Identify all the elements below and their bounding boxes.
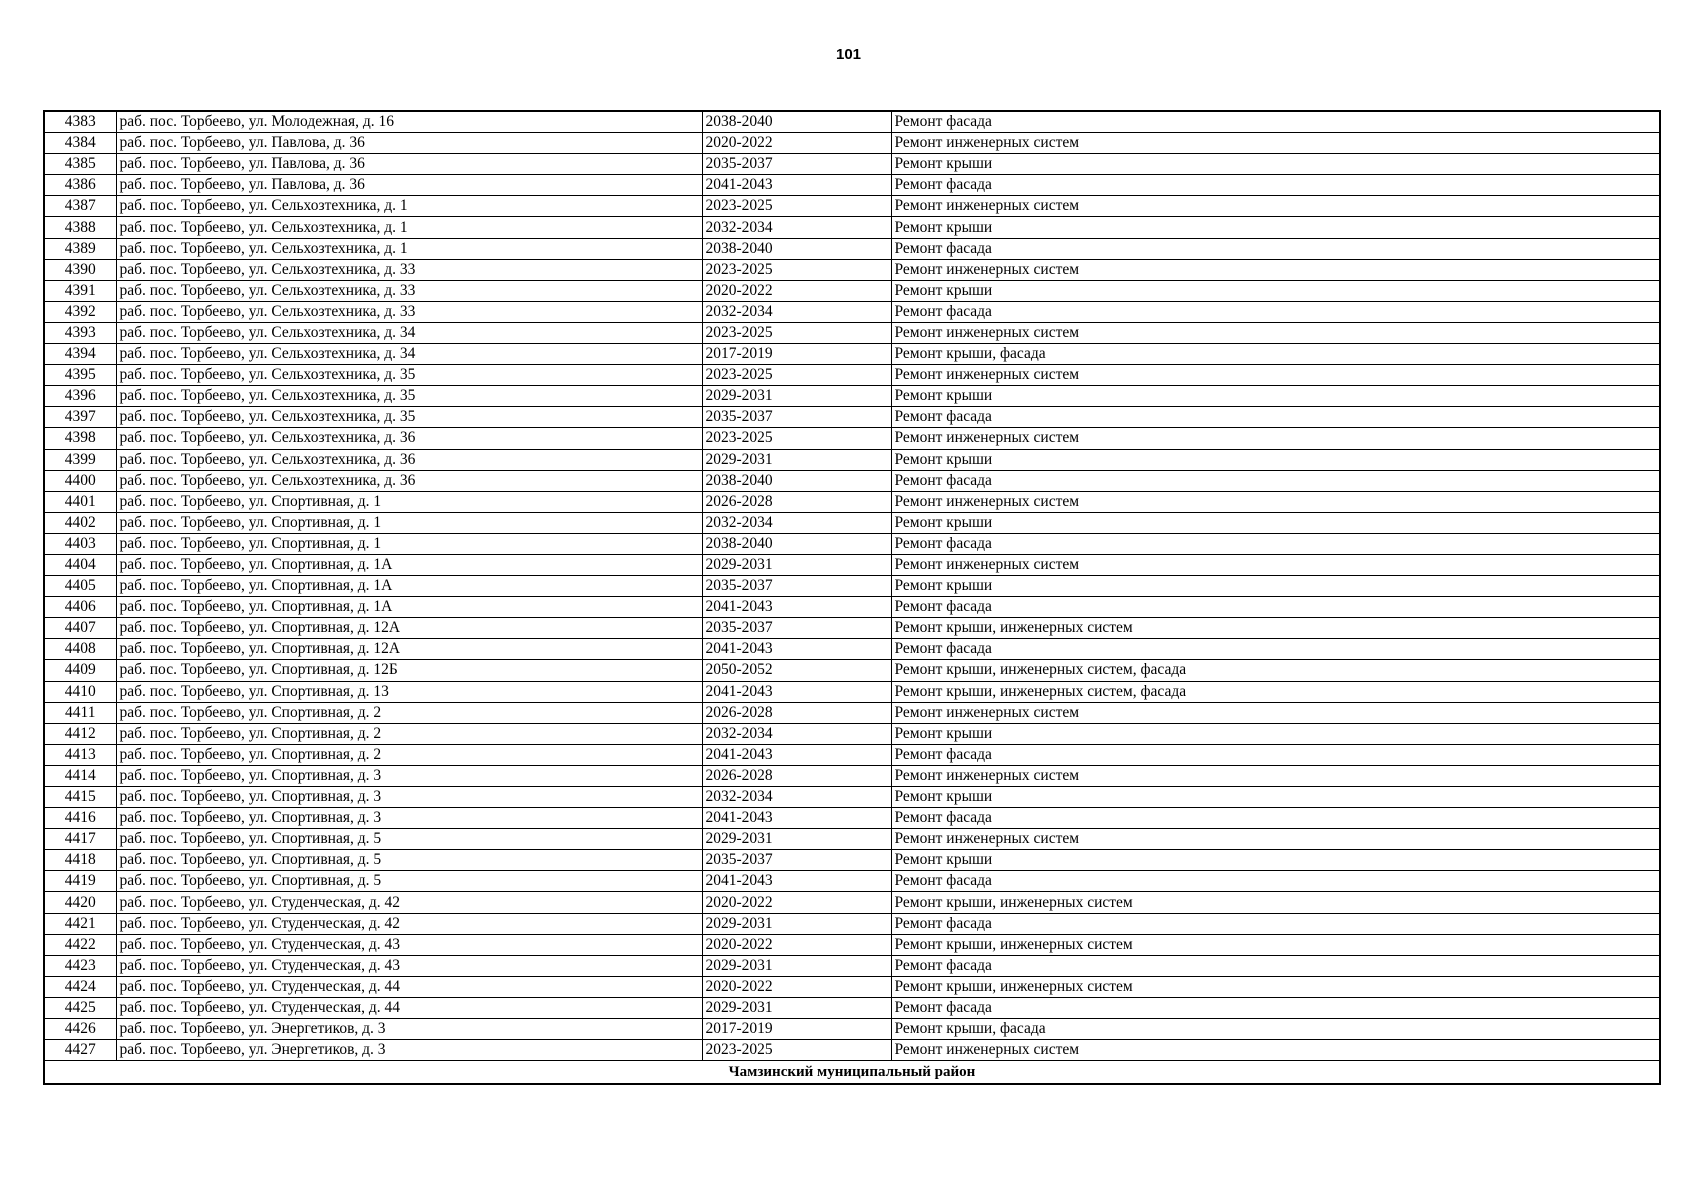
- row-work-type: Ремонт фасада: [891, 639, 1660, 660]
- table-row: [44, 111, 1660, 133]
- row-period: 2020-2022: [702, 976, 891, 997]
- row-period: 2029-2031: [702, 829, 891, 850]
- row-work-type: Ремонт инженерных систем: [891, 322, 1660, 343]
- row-work-type: Ремонт крыши: [891, 449, 1660, 470]
- row-work-type: Ремонт крыши, фасада: [891, 1019, 1660, 1040]
- row-number: 4408: [44, 639, 116, 660]
- row-address: раб. пос. Торбеево, ул. Павлова, д. 36: [116, 175, 702, 196]
- row-work-type: Ремонт фасада: [891, 871, 1660, 892]
- table-row: [44, 554, 1660, 575]
- table-row: [44, 765, 1660, 786]
- row-period: 2020-2022: [702, 934, 891, 955]
- row-address: раб. пос. Торбеево, ул. Сельхозтехника, д. 36: [116, 470, 702, 491]
- row-period: 2029-2031: [702, 913, 891, 934]
- row-number: 4383: [44, 111, 116, 133]
- row-address: раб. пос. Торбеево, ул. Спортивная, д. 3: [116, 787, 702, 808]
- table-row: [44, 976, 1660, 997]
- row-number: 4402: [44, 512, 116, 533]
- row-number: 4393: [44, 322, 116, 343]
- row-number: 4418: [44, 850, 116, 871]
- row-work-type: Ремонт инженерных систем: [891, 1040, 1660, 1061]
- row-address: раб. пос. Торбеево, ул. Студенческая, д. 44: [116, 976, 702, 997]
- row-work-type: Ремонт крыши, инженерных систем: [891, 934, 1660, 955]
- row-work-type: Ремонт фасада: [891, 301, 1660, 322]
- table-row: [44, 133, 1660, 154]
- row-address: раб. пос. Торбеево, ул. Спортивная, д. 12А: [116, 639, 702, 660]
- table-row: [44, 217, 1660, 238]
- row-work-type: Ремонт крыши: [891, 217, 1660, 238]
- row-period: 2032-2034: [702, 787, 891, 808]
- table-row: [44, 934, 1660, 955]
- table-row: [44, 280, 1660, 301]
- row-work-type: Ремонт инженерных систем: [891, 765, 1660, 786]
- row-period: 2020-2022: [702, 892, 891, 913]
- row-work-type: Ремонт фасада: [891, 407, 1660, 428]
- row-address: раб. пос. Торбеево, ул. Спортивная, д. 5: [116, 829, 702, 850]
- row-period: 2020-2022: [702, 280, 891, 301]
- row-work-type: Ремонт фасада: [891, 744, 1660, 765]
- table-row: [44, 892, 1660, 913]
- row-period: 2041-2043: [702, 175, 891, 196]
- row-work-type: Ремонт фасада: [891, 808, 1660, 829]
- row-number: 4426: [44, 1019, 116, 1040]
- row-number: 4407: [44, 618, 116, 639]
- row-work-type: Ремонт фасада: [891, 533, 1660, 554]
- table-row: [44, 913, 1660, 934]
- row-period: 2038-2040: [702, 533, 891, 554]
- table-row: [44, 428, 1660, 449]
- row-address: раб. пос. Торбеево, ул. Молодежная, д. 16: [116, 111, 702, 133]
- row-number: 4399: [44, 449, 116, 470]
- table-row: [44, 681, 1660, 702]
- row-number: 4415: [44, 787, 116, 808]
- row-address: раб. пос. Торбеево, ул. Сельхозтехника, д. 35: [116, 407, 702, 428]
- row-work-type: Ремонт крыши: [891, 154, 1660, 175]
- table-row: [44, 597, 1660, 618]
- table-row: [44, 386, 1660, 407]
- row-work-type: Ремонт крыши: [891, 280, 1660, 301]
- table-row: [44, 238, 1660, 259]
- row-number: 4391: [44, 280, 116, 301]
- row-address: раб. пос. Торбеево, ул. Сельхозтехника, д. 33: [116, 280, 702, 301]
- row-number: 4416: [44, 808, 116, 829]
- row-address: раб. пос. Торбеево, ул. Спортивная, д. 5: [116, 850, 702, 871]
- row-number: 4427: [44, 1040, 116, 1061]
- row-number: 4424: [44, 976, 116, 997]
- row-number: 4400: [44, 470, 116, 491]
- page-number: 101: [835, 46, 862, 63]
- row-address: раб. пос. Торбеево, ул. Сельхозтехника, д. 1: [116, 196, 702, 217]
- row-number: 4404: [44, 554, 116, 575]
- row-work-type: Ремонт крыши: [891, 386, 1660, 407]
- row-work-type: Ремонт инженерных систем: [891, 491, 1660, 512]
- row-work-type: Ремонт фасада: [891, 470, 1660, 491]
- row-number: 4386: [44, 175, 116, 196]
- row-period: 2050-2052: [702, 660, 891, 681]
- row-number: 4406: [44, 597, 116, 618]
- row-address: раб. пос. Торбеево, ул. Сельхозтехника, д. 35: [116, 365, 702, 386]
- row-number: 4392: [44, 301, 116, 322]
- row-period: 2041-2043: [702, 639, 891, 660]
- row-period: 2038-2040: [702, 238, 891, 259]
- row-work-type: Ремонт инженерных систем: [891, 259, 1660, 280]
- row-period: 2023-2025: [702, 428, 891, 449]
- row-period: 2035-2037: [702, 618, 891, 639]
- table-row: [44, 702, 1660, 723]
- row-address: раб. пос. Торбеево, ул. Спортивная, д. 2: [116, 723, 702, 744]
- row-number: 4396: [44, 386, 116, 407]
- row-period: 2035-2037: [702, 576, 891, 597]
- row-address: раб. пос. Торбеево, ул. Спортивная, д. 2: [116, 702, 702, 723]
- table-row: [44, 491, 1660, 512]
- row-work-type: Ремонт фасада: [891, 175, 1660, 196]
- table-body: [44, 111, 1660, 1061]
- row-number: 4405: [44, 576, 116, 597]
- row-period: 2023-2025: [702, 1040, 891, 1061]
- row-address: раб. пос. Торбеево, ул. Энергетиков, д. 3: [116, 1040, 702, 1061]
- table-row: [44, 829, 1660, 850]
- table-row: [44, 850, 1660, 871]
- row-number: 4422: [44, 934, 116, 955]
- row-address: раб. пос. Торбеево, ул. Спортивная, д. 12Б: [116, 660, 702, 681]
- row-work-type: Ремонт крыши: [891, 850, 1660, 871]
- row-period: 2029-2031: [702, 955, 891, 976]
- table-row: [44, 639, 1660, 660]
- table-row: [44, 196, 1660, 217]
- table-row: [44, 175, 1660, 196]
- table-row: [44, 1019, 1660, 1040]
- row-address: раб. пос. Торбеево, ул. Сельхозтехника, д. 35: [116, 386, 702, 407]
- row-number: 4384: [44, 133, 116, 154]
- row-work-type: Ремонт инженерных систем: [891, 196, 1660, 217]
- row-address: раб. пос. Торбеево, ул. Студенческая, д. 43: [116, 934, 702, 955]
- row-address: раб. пос. Торбеево, ул. Павлова, д. 36: [116, 133, 702, 154]
- row-address: раб. пос. Торбеево, ул. Сельхозтехника, д. 36: [116, 428, 702, 449]
- row-work-type: Ремонт фасада: [891, 111, 1660, 133]
- row-work-type: Ремонт фасада: [891, 913, 1660, 934]
- row-number: 4390: [44, 259, 116, 280]
- row-address: раб. пос. Торбеево, ул. Спортивная, д. 1: [116, 491, 702, 512]
- row-period: 2023-2025: [702, 196, 891, 217]
- row-work-type: Ремонт крыши, инженерных систем: [891, 618, 1660, 639]
- table-row: [44, 871, 1660, 892]
- row-address: раб. пос. Торбеево, ул. Спортивная, д. 1А: [116, 597, 702, 618]
- row-period: 2038-2040: [702, 111, 891, 133]
- row-address: раб. пос. Торбеево, ул. Студенческая, д. 44: [116, 997, 702, 1018]
- row-address: раб. пос. Торбеево, ул. Спортивная, д. 13: [116, 681, 702, 702]
- row-period: 2035-2037: [702, 154, 891, 175]
- table-row: [44, 723, 1660, 744]
- row-number: 4387: [44, 196, 116, 217]
- row-period: 2017-2019: [702, 344, 891, 365]
- row-address: раб. пос. Торбеево, ул. Сельхозтехника, д. 34: [116, 344, 702, 365]
- row-number: 4398: [44, 428, 116, 449]
- row-address: раб. пос. Торбеево, ул. Сельхозтехника, д. 33: [116, 259, 702, 280]
- row-number: 4421: [44, 913, 116, 934]
- table-row: [44, 955, 1660, 976]
- table-row: [44, 1040, 1660, 1061]
- row-address: раб. пос. Торбеево, ул. Студенческая, д. 42: [116, 913, 702, 934]
- row-number: 4411: [44, 702, 116, 723]
- row-period: 2035-2037: [702, 407, 891, 428]
- row-number: 4413: [44, 744, 116, 765]
- row-work-type: Ремонт инженерных систем: [891, 554, 1660, 575]
- row-work-type: Ремонт крыши: [891, 787, 1660, 808]
- row-address: раб. пос. Торбеево, ул. Спортивная, д. 3: [116, 765, 702, 786]
- row-period: 2032-2034: [702, 512, 891, 533]
- row-address: раб. пос. Торбеево, ул. Студенческая, д. 43: [116, 955, 702, 976]
- row-period: 2023-2025: [702, 365, 891, 386]
- row-period: 2032-2034: [702, 217, 891, 238]
- row-period: 2026-2028: [702, 491, 891, 512]
- row-work-type: Ремонт крыши: [891, 512, 1660, 533]
- row-period: 2023-2025: [702, 259, 891, 280]
- row-period: 2029-2031: [702, 997, 891, 1018]
- row-number: 4414: [44, 765, 116, 786]
- table-row: [44, 344, 1660, 365]
- table-row: [44, 407, 1660, 428]
- table-row: [44, 365, 1660, 386]
- row-address: раб. пос. Торбеево, ул. Спортивная, д. 2: [116, 744, 702, 765]
- section-row: [44, 1061, 1660, 1085]
- row-address: раб. пос. Торбеево, ул. Студенческая, д. 42: [116, 892, 702, 913]
- row-number: 4388: [44, 217, 116, 238]
- row-number: 4423: [44, 955, 116, 976]
- row-number: 4389: [44, 238, 116, 259]
- row-work-type: Ремонт фасада: [891, 997, 1660, 1018]
- row-period: 2035-2037: [702, 850, 891, 871]
- row-number: 4412: [44, 723, 116, 744]
- table-row: [44, 744, 1660, 765]
- table-row: [44, 449, 1660, 470]
- row-address: раб. пос. Торбеево, ул. Спортивная, д. 12А: [116, 618, 702, 639]
- row-work-type: Ремонт фасада: [891, 597, 1660, 618]
- row-address: раб. пос. Торбеево, ул. Спортивная, д. 1: [116, 512, 702, 533]
- row-period: 2029-2031: [702, 449, 891, 470]
- table-row: [44, 470, 1660, 491]
- row-period: 2017-2019: [702, 1019, 891, 1040]
- row-address: раб. пос. Торбеево, ул. Спортивная, д. 1: [116, 533, 702, 554]
- table-row: [44, 576, 1660, 597]
- row-period: 2029-2031: [702, 386, 891, 407]
- row-number: 4395: [44, 365, 116, 386]
- table-row: [44, 533, 1660, 554]
- row-work-type: Ремонт крыши, инженерных систем: [891, 976, 1660, 997]
- table-row: [44, 301, 1660, 322]
- row-work-type: Ремонт крыши: [891, 723, 1660, 744]
- row-period: 2029-2031: [702, 554, 891, 575]
- row-work-type: Ремонт инженерных систем: [891, 702, 1660, 723]
- table-row: [44, 512, 1660, 533]
- table-row: [44, 808, 1660, 829]
- table-row: [44, 259, 1660, 280]
- row-period: 2038-2040: [702, 470, 891, 491]
- row-work-type: Ремонт инженерных систем: [891, 829, 1660, 850]
- row-address: раб. пос. Торбеево, ул. Сельхозтехника, д. 1: [116, 217, 702, 238]
- row-work-type: Ремонт крыши: [891, 576, 1660, 597]
- row-address: раб. пос. Торбеево, ул. Сельхозтехника, д. 34: [116, 322, 702, 343]
- row-address: раб. пос. Торбеево, ул. Спортивная, д. 3: [116, 808, 702, 829]
- section-title: Чамзинский муниципальный район: [44, 1061, 1660, 1085]
- row-work-type: Ремонт инженерных систем: [891, 365, 1660, 386]
- row-period: 2023-2025: [702, 322, 891, 343]
- row-number: 4385: [44, 154, 116, 175]
- row-number: 4425: [44, 997, 116, 1018]
- row-work-type: Ремонт крыши, инженерных систем, фасада: [891, 681, 1660, 702]
- row-period: 2032-2034: [702, 723, 891, 744]
- row-address: раб. пос. Торбеево, ул. Спортивная, д. 5: [116, 871, 702, 892]
- row-work-type: Ремонт фасада: [891, 238, 1660, 259]
- row-address: раб. пос. Торбеево, ул. Сельхозтехника, д. 33: [116, 301, 702, 322]
- table-row: [44, 322, 1660, 343]
- row-period: 2041-2043: [702, 871, 891, 892]
- row-number: 4394: [44, 344, 116, 365]
- row-address: раб. пос. Торбеево, ул. Энергетиков, д. 3: [116, 1019, 702, 1040]
- repair-schedule-table: [43, 110, 1661, 1085]
- table-row: [44, 618, 1660, 639]
- row-number: 4420: [44, 892, 116, 913]
- table-row: [44, 660, 1660, 681]
- row-address: раб. пос. Торбеево, ул. Сельхозтехника, д. 36: [116, 449, 702, 470]
- table-row: [44, 787, 1660, 808]
- row-period: 2026-2028: [702, 702, 891, 723]
- row-period: 2032-2034: [702, 301, 891, 322]
- row-number: 4409: [44, 660, 116, 681]
- row-number: 4403: [44, 533, 116, 554]
- row-address: раб. пос. Торбеево, ул. Павлова, д. 36: [116, 154, 702, 175]
- row-work-type: Ремонт инженерных систем: [891, 133, 1660, 154]
- row-period: 2026-2028: [702, 765, 891, 786]
- table-row: [44, 154, 1660, 175]
- row-period: 2041-2043: [702, 597, 891, 618]
- row-work-type: Ремонт фасада: [891, 955, 1660, 976]
- row-number: 4419: [44, 871, 116, 892]
- row-number: 4417: [44, 829, 116, 850]
- row-address: раб. пос. Торбеево, ул. Сельхозтехника, д. 1: [116, 238, 702, 259]
- row-number: 4397: [44, 407, 116, 428]
- row-period: 2020-2022: [702, 133, 891, 154]
- row-address: раб. пос. Торбеево, ул. Спортивная, д. 1А: [116, 554, 702, 575]
- row-number: 4401: [44, 491, 116, 512]
- row-period: 2041-2043: [702, 681, 891, 702]
- row-work-type: Ремонт крыши, инженерных систем: [891, 892, 1660, 913]
- row-address: раб. пос. Торбеево, ул. Спортивная, д. 1А: [116, 576, 702, 597]
- row-work-type: Ремонт инженерных систем: [891, 428, 1660, 449]
- row-number: 4410: [44, 681, 116, 702]
- row-period: 2041-2043: [702, 744, 891, 765]
- row-period: 2041-2043: [702, 808, 891, 829]
- row-work-type: Ремонт крыши, фасада: [891, 344, 1660, 365]
- row-work-type: Ремонт крыши, инженерных систем, фасада: [891, 660, 1660, 681]
- table-row: [44, 997, 1660, 1018]
